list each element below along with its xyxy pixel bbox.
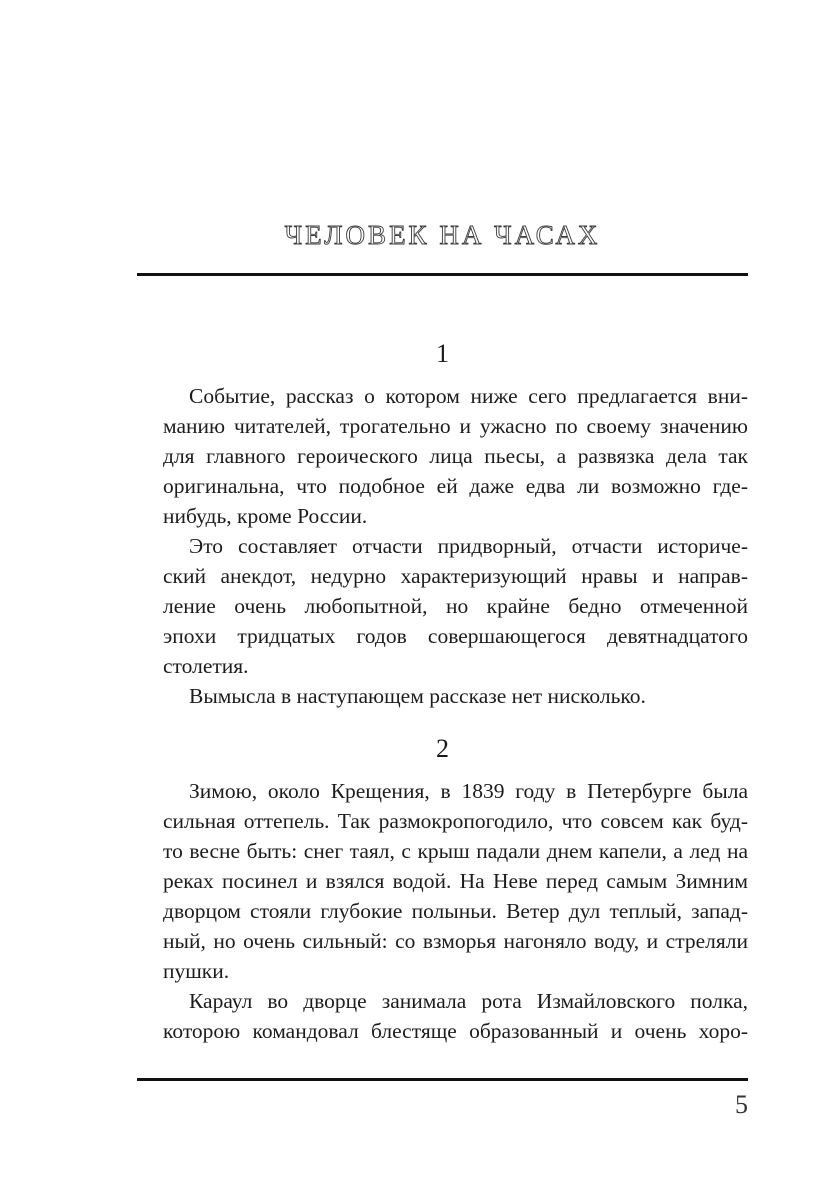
section-number: 2 [436, 734, 449, 763]
book-page [137, 0, 748, 1191]
text-line: эпохи тридцатых годов совершающегося девятнадцатого [163, 624, 748, 648]
paragraph [137, 986, 748, 1046]
text-line: Вымысла в наступающем рассказе нет нисколько. [189, 684, 646, 708]
text-line: ный, но очень сильный: со взморья нагоняло воду, и стреляли [163, 929, 748, 953]
text-line: манию читателей, трогательно и ужасно по своему значению [163, 414, 748, 438]
paragraph [137, 531, 748, 681]
text-line: пушки. [163, 959, 230, 983]
text-line: которою командовал блестяще образованный и очень хоро- [163, 1019, 748, 1043]
section-2-body [137, 776, 748, 1046]
text-line: то весне быть: снег таял, с крыш падали днем капели, а лед на [163, 839, 748, 863]
text-line: Это составляет отчасти придворный, отчасти историче- [189, 534, 748, 558]
text-line: для главного героического лица пьесы, а развязка дела так [163, 444, 748, 468]
text-line: Зимою, около Крещения, в 1839 году в Петербурге была [189, 779, 748, 803]
text-line: Караул во дворце занимала рота Измайловского полка, [189, 989, 748, 1013]
text-line: сильная оттепель. Так размокропогодило, что совсем как буд- [163, 809, 748, 833]
section-number: 1 [436, 339, 449, 368]
chapter-title: ЧЕЛОВЕК НА ЧАСАХ [284, 220, 601, 250]
paragraph [137, 381, 748, 531]
paragraph [137, 681, 748, 711]
footer-rule [137, 1078, 748, 1081]
text-line: нибудь, кроме России. [163, 504, 368, 528]
text-line: дворцом стояли глубокие полыньи. Ветер дул теплый, запад- [163, 899, 748, 923]
text-line: реках посинел и взялся водой. На Неве перед самым Зимним [163, 869, 748, 893]
text-line: ский анекдот, недурно характеризующий нравы и направ- [163, 564, 748, 588]
paragraph [137, 776, 748, 986]
section-1-body [137, 381, 748, 711]
text-line: оригинальна, что подобное ей даже едва ли возможно где- [163, 474, 748, 498]
text-line: Событие, рассказ о котором ниже сего предлагается вни- [189, 384, 748, 408]
text-line: столетия. [163, 654, 249, 678]
page-number: 5 [735, 1090, 748, 1119]
header-rule [137, 273, 748, 276]
text-line: ление очень любопытной, но крайне бедно отмеченной [163, 594, 748, 618]
